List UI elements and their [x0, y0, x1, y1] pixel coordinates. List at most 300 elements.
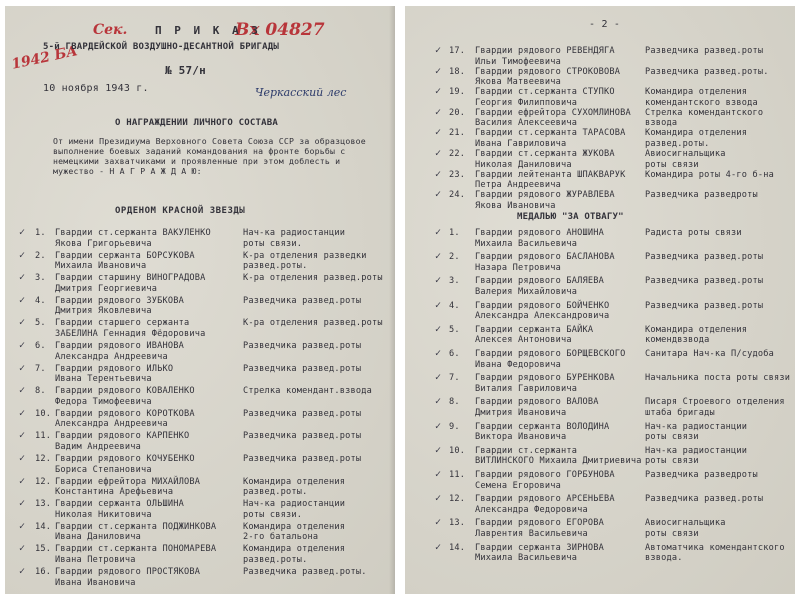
- check-mark-icon: ✓: [435, 106, 442, 118]
- position-line-1: Стрелка комендант.взвода: [243, 386, 372, 397]
- recipient-given-names: Якова Григорьевича: [55, 238, 152, 249]
- recipient-name: [475, 397, 599, 418]
- check-mark-icon: ✓: [435, 86, 442, 98]
- list-item: [405, 87, 795, 109]
- entry-number: 12.: [35, 454, 52, 464]
- entry-number: 20.: [449, 107, 466, 118]
- recipient-given-names: Дмитрия Ивановича: [475, 407, 567, 418]
- recipient-name: [475, 325, 593, 346]
- list-item: [405, 128, 795, 150]
- recipient-given-names: Алексея Антоновича: [475, 335, 572, 346]
- entry-number: 5.: [35, 318, 46, 329]
- list-item: [5, 364, 395, 386]
- check-mark-icon: ✓: [435, 251, 442, 263]
- position-line-1: Разведчика развед.роты.: [243, 567, 367, 577]
- entry-number: 23.: [449, 169, 466, 180]
- recipient-rank-surname: Гвардии рядового БОЙЧЕНКО: [475, 300, 610, 311]
- recipient-position: [645, 373, 790, 384]
- recipient-given-names: Николая Никитовича: [55, 509, 152, 520]
- preamble-text: От имени Президиума Верховного Совета Союза ССР за образцовое выполнение боевых заданий командования на фронте борьбы с немецкими захватчиками и проявленные при этом доблесть и мужество - Н А Г Р А Ж Д А Ю:: [53, 136, 366, 176]
- recipient-position: [645, 301, 763, 312]
- position-line-2: взвода.: [645, 553, 683, 564]
- recipient-position: [243, 499, 345, 520]
- recipient-position: [645, 325, 747, 346]
- check-mark-icon: ✓: [19, 272, 26, 284]
- check-mark-icon: ✓: [19, 362, 26, 374]
- recipient-position: [243, 567, 367, 578]
- recipient-rank-surname: Гвардии рядового КОРОТКОВА: [55, 408, 195, 419]
- position-line-1: Нач-ка радиостанции: [645, 421, 748, 432]
- recipient-position: [243, 318, 383, 329]
- recipient-position: [645, 228, 742, 239]
- position-line-2: развед.роты.: [645, 138, 710, 149]
- recipient-given-names: Ивана Даниловича: [55, 532, 141, 543]
- entry-number: 1.: [35, 228, 46, 238]
- recipient-name: [55, 228, 211, 249]
- entry-number: 14.: [449, 542, 466, 553]
- position-line-1: Разведчика развед.роты: [645, 300, 764, 311]
- recipient-position: [243, 251, 367, 272]
- recipient-position: [243, 454, 361, 465]
- entry-number: 7.: [449, 373, 460, 384]
- position-line-2: 2-го батальона: [243, 532, 319, 543]
- list-item: [5, 544, 395, 566]
- recipient-name: [55, 567, 200, 588]
- entry-number: 10.: [449, 445, 466, 456]
- position-line-1: Радиста роты связи: [645, 228, 742, 238]
- list-item: [5, 318, 395, 340]
- recipient-given-names: Бориса Степановича: [55, 464, 152, 475]
- entry-number: 14.: [35, 521, 52, 532]
- entry-number: 2.: [449, 252, 460, 263]
- recipient-rank-surname: Гвардии рядового ИЛЬКО: [55, 363, 174, 374]
- recipient-position: [645, 470, 758, 481]
- recipient-given-names: Александра Андреевича: [55, 351, 168, 362]
- check-mark-icon: ✓: [19, 520, 26, 532]
- recipient-name: [55, 296, 184, 317]
- check-mark-icon: ✓: [435, 541, 442, 553]
- recipient-given-names: ЗАБЕЛИНА Геннадия Фёдоровича: [55, 328, 206, 339]
- check-mark-icon: ✓: [435, 299, 442, 311]
- recipient-position: [645, 170, 774, 181]
- position-line-1: Авиосигнальщика: [645, 149, 726, 159]
- list-item: [5, 499, 395, 521]
- recipient-name: [55, 364, 173, 385]
- list-item: [5, 567, 395, 589]
- recipient-rank-surname: Гвардии ст.сержанта ТАРАСОВА: [475, 128, 626, 139]
- position-line-1: Автоматчика комендантского: [645, 542, 785, 553]
- position-line-1: Санитара Нач-ка П/судоба: [645, 349, 774, 359]
- position-line-1: Командира отделения: [243, 521, 346, 532]
- check-mark-icon: ✓: [435, 517, 442, 529]
- recipient-position: [645, 349, 774, 360]
- list-item: [405, 149, 795, 171]
- recipient-given-names: Ивана Терентьевича: [55, 374, 152, 385]
- recipient-name: [475, 422, 609, 443]
- handwritten-note: Сек.: [93, 22, 128, 38]
- recipient-rank-surname: Гвардии рядового АНОШИНА: [475, 228, 604, 238]
- recipient-name: [55, 431, 189, 452]
- recipient-given-names: Ивана Петровича: [55, 554, 136, 565]
- recipient-position: [645, 46, 763, 57]
- position-line-2: развед.роты.: [243, 261, 308, 272]
- entry-number: 8.: [35, 386, 46, 397]
- check-mark-icon: ✓: [19, 453, 26, 464]
- page-number: - 2 -: [589, 19, 621, 30]
- recipient-position: [645, 422, 747, 443]
- list-item: [5, 273, 395, 295]
- recipient-rank-surname: Гвардии ст.сержанта ЖУКОВА: [475, 149, 615, 159]
- recipient-rank-surname: Гвардии рядового ВАЛОВА: [475, 397, 599, 408]
- position-line-1: Разведчика развед.роты: [243, 295, 362, 306]
- check-mark-icon: ✓: [19, 566, 26, 577]
- recipient-given-names: ВИТЛИНСКОГО Михаила Дмитриевича: [475, 456, 642, 467]
- list-item: [405, 543, 795, 565]
- recipient-name: [55, 499, 184, 520]
- position-line-1: К-ра отделения развед.роты: [243, 318, 383, 329]
- entry-number: 18.: [449, 66, 466, 77]
- entry-number: 7.: [35, 363, 46, 374]
- recipient-given-names: Михаила Васильевича: [475, 553, 578, 564]
- position-line-1: Авиосигнальщика: [645, 518, 726, 529]
- list-item: [405, 301, 795, 323]
- check-mark-icon: ✓: [19, 385, 26, 397]
- document-title: П Р И К А З: [155, 24, 261, 37]
- check-mark-icon: ✓: [19, 407, 26, 419]
- entry-number: 15.: [35, 544, 52, 555]
- check-mark-icon: ✓: [435, 372, 442, 384]
- check-mark-icon: ✓: [19, 430, 26, 442]
- recipient-rank-surname: Гвардии сержанта БАЙКА: [475, 324, 594, 335]
- check-mark-icon: ✓: [435, 275, 442, 287]
- check-mark-icon: ✓: [19, 249, 26, 261]
- recipient-rank-surname: Гвардии рядового РЕВЕНДЯГА: [475, 46, 615, 56]
- list-item: [405, 494, 795, 516]
- list-item: [5, 409, 395, 431]
- recipient-name: [475, 543, 604, 564]
- entry-number: 11.: [35, 431, 52, 442]
- recipient-rank-surname: Гвардии рядового ЗУБКОВА: [55, 295, 184, 306]
- recipient-name: [55, 409, 195, 430]
- recipient-given-names: Михаила Васильевича: [475, 238, 578, 249]
- position-line-1: Командира отделения: [645, 324, 748, 335]
- recipient-given-names: Виталия Гавриловича: [475, 383, 578, 394]
- position-line-1: Разведчика развед.роты.: [645, 66, 769, 77]
- recipient-rank-surname: Гвардии сержанта ЗИРНОВА: [475, 542, 604, 553]
- entry-number: 10.: [35, 408, 52, 419]
- recipient-position: [243, 409, 361, 420]
- recipient-position: [243, 296, 361, 307]
- position-line-1: Нач-ка радиостанции: [645, 445, 748, 456]
- recipient-rank-surname: Гвардии ст.сержанта ПОДЖИНКОВА: [55, 521, 217, 532]
- recipient-position: [645, 276, 763, 287]
- position-line-1: Разведчика развед.роты: [243, 341, 362, 351]
- list-item: [5, 341, 395, 363]
- check-mark-icon: ✓: [435, 444, 442, 456]
- check-mark-icon: ✓: [19, 543, 26, 555]
- recipient-name: [475, 276, 604, 297]
- list-item: [5, 454, 395, 476]
- award-title: МЕДАЛЬЮ "ЗА ОТВАГУ": [517, 212, 624, 222]
- recipient-rank-surname: Гвардии ст.сержанта СТУПКО: [475, 87, 615, 98]
- archive-stamp: Вх 04827: [235, 20, 325, 40]
- position-line-1: Командира отделения: [243, 476, 346, 487]
- recipient-name: [475, 46, 615, 67]
- entry-number: 3.: [449, 276, 460, 287]
- recipient-given-names: Лаврентия Васильевича: [475, 528, 588, 539]
- recipient-given-names: Якова Матвеевича: [475, 77, 561, 88]
- recipient-position: [243, 228, 345, 249]
- position-line-2: комендантского взвода: [645, 97, 758, 108]
- position-line-1: Разведчика развед.роты: [645, 494, 764, 505]
- recipient-given-names: Николая Даниловича: [475, 159, 572, 170]
- recipient-given-names: Александра Федоровича: [475, 504, 588, 515]
- recipient-rank-surname: Гвардии рядового БОРЩЕВСКОГО: [475, 349, 626, 359]
- recipient-rank-surname: Гвардии ст.сержанта ПОНОМАРЕВА: [55, 544, 217, 555]
- check-mark-icon: ✓: [19, 294, 26, 306]
- recipient-position: [645, 128, 747, 149]
- position-line-2: штаба бригады: [645, 407, 715, 418]
- check-mark-icon: ✓: [19, 317, 26, 329]
- position-line-2: развед.роты.: [243, 554, 308, 565]
- recipient-rank-surname: Гвардии рядового АРСЕНЬЕВА: [475, 494, 615, 505]
- entry-number: 16.: [35, 567, 52, 577]
- entry-number: 2.: [35, 250, 46, 261]
- list-item: [405, 276, 795, 298]
- recipient-rank-surname: Гвардии сержанта ВОЛОДИНА: [475, 421, 610, 432]
- entry-number: 17.: [449, 46, 466, 56]
- position-line-2: роты связи: [645, 432, 699, 443]
- recipient-given-names: Константина Арефьевича: [55, 487, 174, 498]
- check-mark-icon: ✓: [435, 469, 442, 480]
- position-line-1: Разведчика разведроты: [645, 190, 758, 201]
- list-item: [5, 477, 395, 499]
- recipient-position: [243, 544, 345, 565]
- position-line-1: Нач-ка радиостанции: [243, 499, 346, 510]
- list-item: [405, 108, 795, 130]
- recipient-rank-surname: Гвардии рядового БАЛЯЕВА: [475, 276, 604, 287]
- list-item: [405, 228, 795, 250]
- recipient-name: [475, 228, 604, 249]
- position-line-2: роты связи: [645, 456, 699, 467]
- check-mark-icon: ✓: [435, 45, 442, 56]
- recipient-position: [645, 190, 758, 201]
- recipient-name: [475, 470, 615, 491]
- document-page-right: [405, 6, 795, 594]
- entry-number: 4.: [449, 300, 460, 311]
- recipient-given-names: Федора Тимофеевича: [55, 396, 152, 407]
- list-item: [5, 431, 395, 453]
- entry-number: 9.: [449, 421, 460, 432]
- recipient-position: [243, 364, 361, 375]
- list-item: [405, 190, 795, 212]
- entry-number: 6.: [449, 349, 460, 359]
- position-line-1: Разведчика разведроты: [645, 470, 758, 480]
- recipient-name: [55, 318, 205, 339]
- recipient-name: [475, 349, 625, 370]
- entry-number: 3.: [35, 273, 46, 284]
- recipient-name: [55, 477, 200, 498]
- check-mark-icon: ✓: [19, 498, 26, 510]
- recipient-rank-surname: Гвардии рядового ИВАНОВА: [55, 341, 184, 351]
- position-line-2: роты связи: [645, 159, 699, 170]
- list-item: [5, 522, 395, 544]
- recipient-position: [243, 522, 345, 543]
- position-line-2: роты связи.: [243, 509, 303, 520]
- recipient-rank-surname: Гвардии сержанта БОРСУКОВА: [55, 250, 195, 261]
- position-line-1: Разведчика развед.роты: [645, 276, 764, 287]
- order-number: № 57/н: [165, 64, 206, 77]
- list-item: [405, 470, 795, 492]
- list-item: [405, 46, 795, 68]
- recipient-name: [475, 67, 620, 88]
- check-mark-icon: ✓: [435, 65, 442, 77]
- position-line-1: Начальника поста роты связи: [645, 373, 791, 384]
- check-mark-icon: ✓: [435, 348, 442, 359]
- recipient-name: [475, 518, 604, 539]
- entry-number: 5.: [449, 324, 460, 335]
- recipient-given-names: Дмитрия Георгиевича: [55, 283, 158, 294]
- check-mark-icon: ✓: [435, 148, 442, 159]
- order-date: 10 ноября 1943 г.: [43, 83, 149, 94]
- position-line-2: роты связи: [645, 528, 699, 539]
- recipient-position: [645, 446, 747, 467]
- recipient-given-names: Ивана Гавриловича: [475, 138, 567, 149]
- list-item: [405, 518, 795, 540]
- check-mark-icon: ✓: [19, 227, 26, 238]
- list-item: [405, 67, 795, 89]
- position-line-1: Разведчика развед.роты: [243, 363, 362, 374]
- entry-number: 4.: [35, 295, 46, 306]
- recipient-rank-surname: Гвардии ефрейтора МИХАЙЛОВА: [55, 476, 201, 487]
- position-line-1: К-ра отделения развед.роты: [243, 273, 383, 284]
- check-mark-icon: ✓: [435, 493, 442, 505]
- recipient-given-names: Михаила Ивановича: [55, 261, 147, 272]
- recipient-given-names: Валерия Михайловича: [475, 286, 578, 297]
- recipient-name: [475, 252, 615, 273]
- check-mark-icon: ✓: [19, 475, 26, 487]
- position-line-1: Разведчика развед.роты: [645, 46, 764, 56]
- list-item: [405, 325, 795, 347]
- recipient-rank-surname: Гвардии рядового БАСЛАНОВА: [475, 252, 615, 263]
- recipient-position: [243, 386, 372, 397]
- recipient-rank-surname: Гвардии рядового БУРЕНКОВА: [475, 373, 615, 384]
- recipient-name: [475, 170, 625, 191]
- list-item: [405, 373, 795, 395]
- check-mark-icon: ✓: [435, 189, 442, 201]
- position-line-2: взвода: [645, 118, 678, 129]
- recipient-name: [475, 149, 615, 170]
- recipient-rank-surname: Гвардии рядового КОЧУБЕНКО: [55, 454, 195, 464]
- section-title: О НАГРАЖДЕНИИ ЛИЧНОГО СОСТАВА: [115, 118, 278, 128]
- side-stamp: 1942 БА: [10, 43, 80, 73]
- position-line-2: комендвзвода: [645, 335, 710, 346]
- recipient-given-names: Георгия Филипповича: [475, 97, 578, 108]
- recipient-name: [55, 251, 195, 272]
- entry-number: 12.: [449, 494, 466, 505]
- check-mark-icon: ✓: [19, 340, 26, 351]
- recipient-given-names: Вадим Андреевича: [55, 441, 141, 452]
- position-line-1: Командира отделения: [645, 87, 748, 98]
- recipient-rank-surname: Гвардии рядового ЕГОРОВА: [475, 518, 604, 529]
- position-line-1: Разведчика развед.роты: [243, 431, 362, 442]
- entry-number: 13.: [35, 499, 52, 510]
- recipient-name: [475, 108, 631, 129]
- position-line-1: Командира роты 4-го б-на: [645, 169, 774, 180]
- entry-number: 21.: [449, 128, 466, 139]
- recipient-given-names: Дмитрия Яковлевича: [55, 306, 152, 317]
- recipient-given-names: Ивана Ивановича: [55, 577, 136, 588]
- recipient-name: [475, 373, 615, 394]
- recipient-given-names: Ильи Тимофеевича: [475, 56, 561, 67]
- recipient-position: [645, 87, 758, 108]
- list-item: [5, 296, 395, 318]
- recipient-name: [475, 190, 615, 211]
- recipient-rank-surname: Гвардии рядового ПРОСТЯКОВА: [55, 567, 201, 577]
- recipient-name: [55, 386, 195, 407]
- recipient-rank-surname: Гвардии ст.сержанта ВАКУЛЕНКО: [55, 228, 211, 238]
- recipient-given-names: Виктора Ивановича: [475, 432, 567, 443]
- position-line-1: Нач-ка радиостанции: [243, 228, 346, 238]
- page-shadow: [389, 6, 395, 594]
- recipient-name: [55, 341, 184, 362]
- entry-number: 13.: [449, 518, 466, 529]
- recipient-position: [645, 397, 785, 418]
- recipient-position: [645, 108, 763, 129]
- recipient-position: [243, 477, 345, 498]
- check-mark-icon: ✓: [435, 396, 442, 408]
- position-line-1: Командира отделения: [645, 128, 748, 139]
- recipient-name: [475, 301, 609, 322]
- list-item: [405, 397, 795, 419]
- recipient-rank-surname: Гвардии рядового КАРПЕНКО: [55, 431, 190, 442]
- recipient-name: [55, 544, 216, 565]
- recipient-position: [645, 67, 769, 78]
- recipient-given-names: Петра Андреевича: [475, 180, 561, 191]
- recipient-given-names: Александра Андреевича: [55, 419, 168, 430]
- recipient-name: [475, 494, 615, 515]
- order-place: Черкасский лес: [255, 86, 347, 99]
- list-item: [5, 251, 395, 273]
- entry-number: 6.: [35, 341, 46, 351]
- position-line-1: Командира отделения: [243, 544, 346, 555]
- check-mark-icon: ✓: [435, 227, 442, 238]
- document-page-left: [5, 6, 395, 594]
- entry-number: 12.: [35, 476, 52, 487]
- list-item: [405, 170, 795, 192]
- recipient-rank-surname: Гвардии старшего сержанта: [55, 318, 190, 329]
- recipient-position: [243, 273, 383, 284]
- recipient-rank-surname: Гвардии ефрейтора СУХОМЛИНОВА: [475, 107, 631, 118]
- unit-name: 5-й ГВАРДЕЙСКОЙ ВОЗДУШНО-ДЕСАНТНОЙ БРИГАДЫ: [43, 42, 279, 52]
- recipient-rank-surname: Гвардии старшину ВИНОГРАДОВА: [55, 273, 206, 284]
- recipient-rank-surname: Гвардии лейтенанта ШПАКВАРУК: [475, 169, 626, 180]
- recipient-given-names: Ивана Федоровича: [475, 359, 561, 370]
- recipient-position: [645, 252, 763, 263]
- check-mark-icon: ✓: [435, 420, 442, 432]
- entry-number: 8.: [449, 397, 460, 408]
- position-line-2: роты связи.: [243, 238, 303, 249]
- entry-number: 19.: [449, 87, 466, 98]
- check-mark-icon: ✓: [435, 127, 442, 139]
- position-line-2: развед.роты.: [243, 487, 308, 498]
- list-item: [405, 422, 795, 444]
- position-line-1: Писаря Строевого отделения: [645, 397, 785, 408]
- check-mark-icon: ✓: [435, 323, 442, 335]
- recipient-rank-surname: Гвардии рядового КОВАЛЕНКО: [55, 386, 195, 397]
- recipient-name: [55, 273, 205, 294]
- recipient-name: [55, 454, 195, 475]
